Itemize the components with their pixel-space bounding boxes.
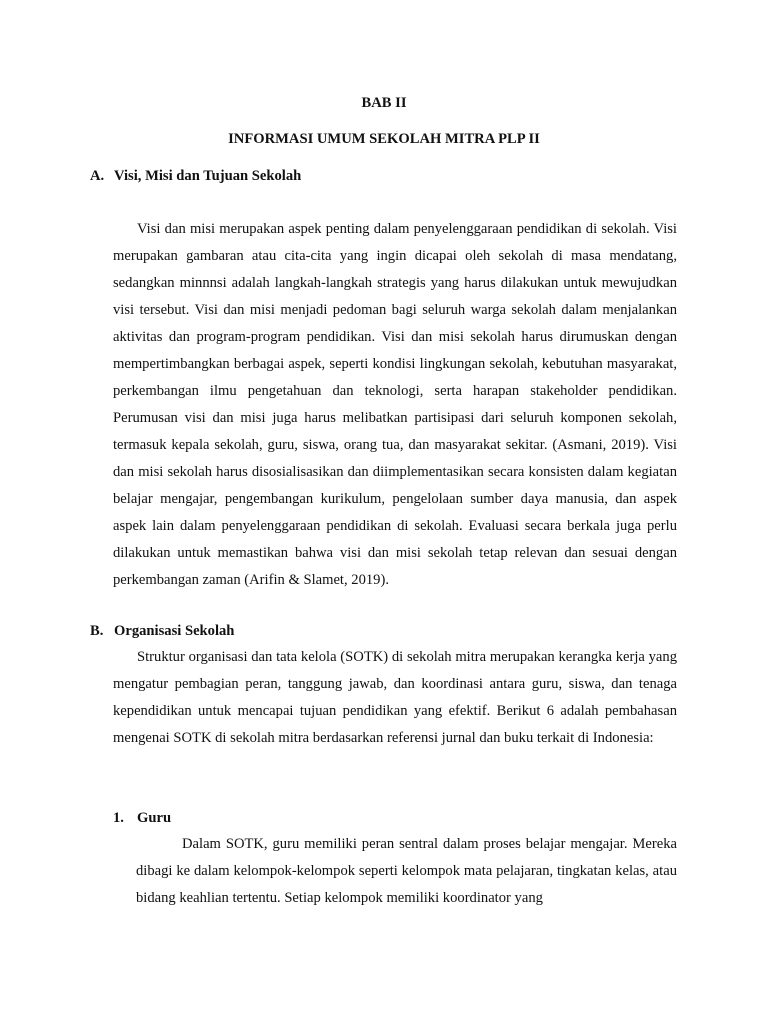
section-a-paragraph: Visi dan misi merupakan aspek penting dalam penyelenggaraan pendidikan di sekolah. Visi merupakan gambaran atau cita-cita yang ingin dicapai oleh sekolah di masa mendatang, sedangkan minnnsi adalah langkah-langkah strategis yang harus dilakukan untuk mewujudkan visi tersebut. Visi dan misi menjadi pedoman bagi seluruh warga sekolah dalam menjalankan aktivitas dan program-program pendidikan. Visi dan misi sekolah harus dirumuskan dengan mempertimbangkan berbagai aspek, seperti kondisi lingkungan sekolah, kebutuhan masyarakat, perkembangan ilmu pengetahuan dan teknologi, serta harapan stakeholder pendidikan. Perumusan visi dan misi juga harus melibatkan partisipasi dari seluruh komponen sekolah, termasuk kepala sekolah, guru, siswa, orang tua, dan masyarakat sekitar. (Asmani, 2019). Visi dan misi sekolah harus disosialisasikan dan diimplementasikan secara konsisten dalam kegiatan belajar mengajar, pengembangan kurikulum, pengelolaan sumber daya manusia, dan aspek aspek lain dalam penyelenggaraan pendidikan di sekolah. Evaluasi secara berkala juga perlu dilakukan untuk memastikan bahwa visi dan misi sekolah tetap relevan dan sesuai dengan perkembangan zaman (Arifin & Slamet, 2019). [113,221,677,588]
section-b-paragraph: Struktur organisasi dan tata kelola (SOTK) di sekolah mitra merupakan kerangka kerja yang mengatur pembagian peran, tanggung jawab, dan koordinasi antara guru, siswa, dan tenaga kependidikan untuk mencapai tujuan pendidikan yang efektif. Berikut 6 adalah pembahasan mengenai SOTK di sekolah mitra berdasarkan referensi jurnal dan buku terkait di Indonesia: [113,649,677,746]
subsection-1-marker: 1. [113,810,124,826]
subsection-1-paragraph: Dalam SOTK, guru memiliki peran sentral dalam proses belajar mengajar. Mereka dibagi ke dalam kelompok-kelompok seperti kelompok mata pelajaran, tingkatan kelas, atau bidang keahlian tertentu. Setiap kelompok memiliki koordinator yang [136,836,677,906]
section-a-heading [90,167,301,185]
section-a-title: Visi, Misi dan Tujuan Sekolah [114,168,302,184]
section-b-heading [90,622,234,640]
subsection-1-heading [113,809,171,827]
section-b-marker: B. [90,623,104,639]
section-b-title: Organisasi Sekolah [114,623,235,639]
chapter-title: INFORMASI UMUM SEKOLAH MITRA PLP II [228,131,540,147]
chapter-heading: BAB II [361,95,407,111]
subsection-1-title: Guru [137,810,172,826]
section-a-marker: A. [90,168,105,184]
